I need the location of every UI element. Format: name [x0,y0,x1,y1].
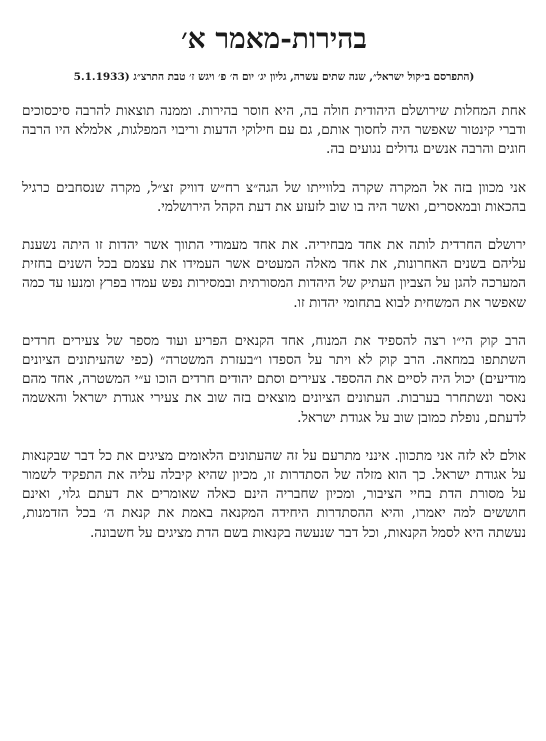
article-title: בהירות-מאמר א׳ [181,22,367,55]
paragraph-3: ירושלם החרדית לותה את אחד מבחיריה. את אחד מעמודי התווך אשר יהדות זו היתה נשענת עליהם בשנים האחרונות, את אחד מאלה המעטים אשר העמידו את עצמם בכל השנים בחזית המערכה להגן על הצביון העתיק של היהדות המסורתית ובמסירות נפש עמדו בפרץ ומנעו עד כמה שאפשר את המשחית לבוא בתחומי יהדות זו. [22,237,526,311]
paragraph-5: אולם לא לזה אני מתכוון. אינני מתרעם על זה שהעתונים הלאומים מציגים את כל דבר שבקנאות על אגודת ישראל. כך הוא מזלה של הסתדרות זו, מכיון שהיא קיבלה עליה את התפקיד לשמור על מסורת הדת בחיי הציבור, ומכיון שחבריה הינם כאלה שאומרים את דעתם גלוי, ואינם חוששים למה יאמרו, והיא ההסתדרות היחידה המקנאה באמת את קנאת ה׳ בכל הזדמנות, נעשתה היא לסמל הקנאות, וכל דבר שנעשה בקנאות בשם הדת מציגים על חשבונה. [22,447,526,541]
publication-note: (התפרסם ב״קול ישראל״, שנה שתים עשרה, גליון יג׳ יום ה׳ פ׳ ויגש ז׳ טבת התרצ״ג (5.1.1933 [73,71,475,83]
paragraph-1: אחת המחלות שירושלם היהודית חולה בה, היא חוסר בהירות. וממנה תוצאות להרבה סיכסוכים ודברי קינטור שאפשר היה לחסוך אותם, גם עם חילוקי הדעות וריבוי המפלגות, אלמלא היו הרבה חוגים והרבה אנשים גדולים נגועים בה. [22,103,526,158]
paragraph-2: אני מכוון בזה אל המקרה שקרה בלווייתו של הגה״צ רח״ש דוויק זצ״ל, מקרה שנסחבים כרגיל בהכאות ובמאסרים, ואשר היה בו שוב לזעזע את דעת הקהל הירושלמי. [22,179,526,215]
paragraph-4: הרב קוק הי״ו רצה להספיד את המנוח, אחד הקנאים הפריע ועוד מספר של צעירים חרדים השתתפו במחאה. הרב קוק לא ויתר על הספדו ו״בעזרת המשטרה״ (כפי שהעיתונים הציונים מודיעים) יכול היה לסיים את ההספד. צעירים וסתם יהודים חרדים הוכו ע״י המשטרה, אחד מהם נאסר ונשתחרר בערבות. העתונים הציונים מוצאים בזה שוב את צעירי אגודת ישראל והאשמה לדעתם, נופלת כמובן שוב על אגודת ישראל. [22,332,526,426]
